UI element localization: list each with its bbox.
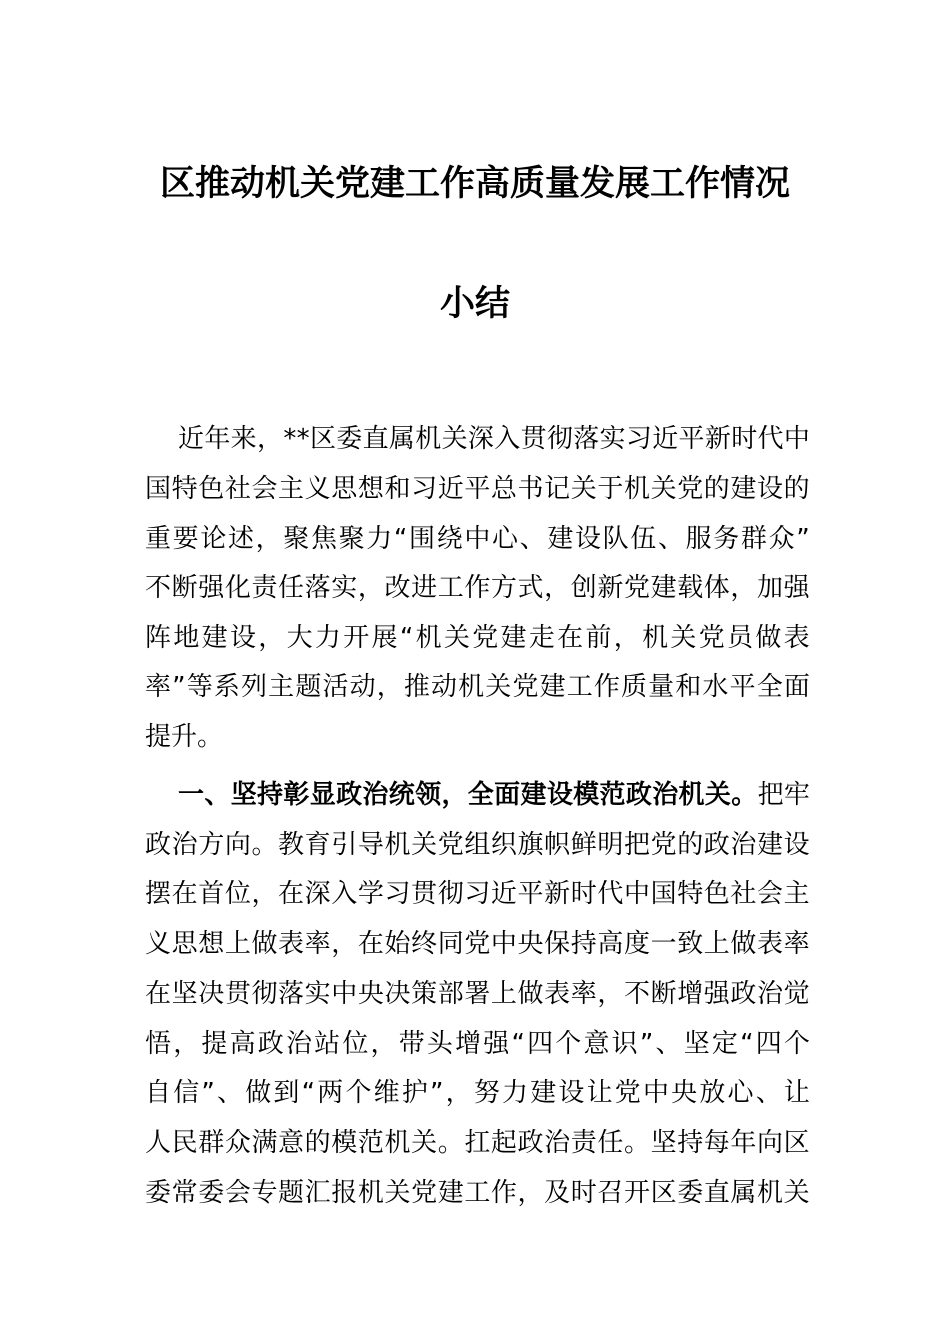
paragraph-1-line-6: 率 ” 等 系 列 主 题 活 动 ， 推 动 机 关 党 建 工 作 质 量 和 水 平 全 面 bbox=[145, 672, 810, 702]
paragraph-1-line-1: 近 年 来 ， * * 区 委 直 属 机 关 深 入 贯 彻 落 实 习 近 平 新 时 代 中 bbox=[178, 424, 810, 454]
paragraph-2-line-6: 悟 ， 提 高 政 治 站 位 ， 带 头 增 强 “ 四 个 意 识 ” 、 坚 定 “ 四 个 bbox=[145, 1029, 810, 1059]
paragraph-2-line-7: 自 信 ” 、 做 到 “ 两 个 维 护 ” ， 努 力 建 设 让 党 中 央 放 心 、 让 bbox=[145, 1078, 810, 1108]
paragraph-2-line-2: 政 治 方 向 。 教 育 引 导 机 关 党 组 织 旗 帜 鲜 明 把 党 的 政 治 建 设 bbox=[145, 830, 810, 860]
paragraph-1-line-7: 提升。 bbox=[145, 722, 224, 752]
paragraph-2-line-9: 委 常 委 会 专 题 汇 报 机 关 党 建 工 作 ， 及 时 召 开 区 委 直 属 机 关 bbox=[145, 1178, 810, 1208]
paragraph-1-line-3: 重 要 论 述 ， 聚 焦 聚 力 “ 围 绕 中 心 、 建 设 队 伍 、 服 务 群 众 ” bbox=[145, 524, 810, 554]
paragraph-1-line-5: 阵 地 建 设 ， 大 力 开 展 “ 机 关 党 建 走 在 前 ， 机 关 党 员 做 表 bbox=[145, 623, 810, 653]
paragraph-1-line-2: 国 特 色 社 会 主 义 思 想 和 习 近 平 总 书 记 关 于 机 关 党 的 建 设 的 bbox=[145, 474, 810, 504]
document-title-line-2: 小结 bbox=[439, 284, 510, 324]
paragraph-2-line-4: 义 思 想 上 做 表 率 ， 在 始 终 同 党 中 央 保 持 高 度 一 致 上 做 表 率 bbox=[145, 929, 810, 959]
paragraph-2-line-1: 一 、 坚 持 彰 显 政 治 统 领 ， 全 面 建 设 模 范 政 治 机 关 。 把 牢 bbox=[178, 780, 810, 810]
paragraph-2-line-8: 人 民 群 众 满 意 的 模 范 机 关 。 扛 起 政 治 责 任 。 坚 持 每 年 向 区 bbox=[145, 1128, 810, 1158]
paragraph-2-line-3: 摆 在 首 位 ， 在 深 入 学 习 贯 彻 习 近 平 新 时 代 中 国 特 色 社 会 主 bbox=[145, 879, 810, 909]
paragraph-1-line-4: 不 断 强 化 责 任 落 实 ， 改 进 工 作 方 式 ， 创 新 党 建 载 体 ， 加 强 bbox=[145, 573, 810, 603]
document-title-line-1: 区推动机关党建工作高质量发展工作情况 bbox=[159, 164, 790, 204]
paragraph-2-line-5: 在 坚 决 贯 彻 落 实 中 央 决 策 部 署 上 做 表 率 ， 不 断 增 强 政 治 觉 bbox=[145, 979, 810, 1009]
